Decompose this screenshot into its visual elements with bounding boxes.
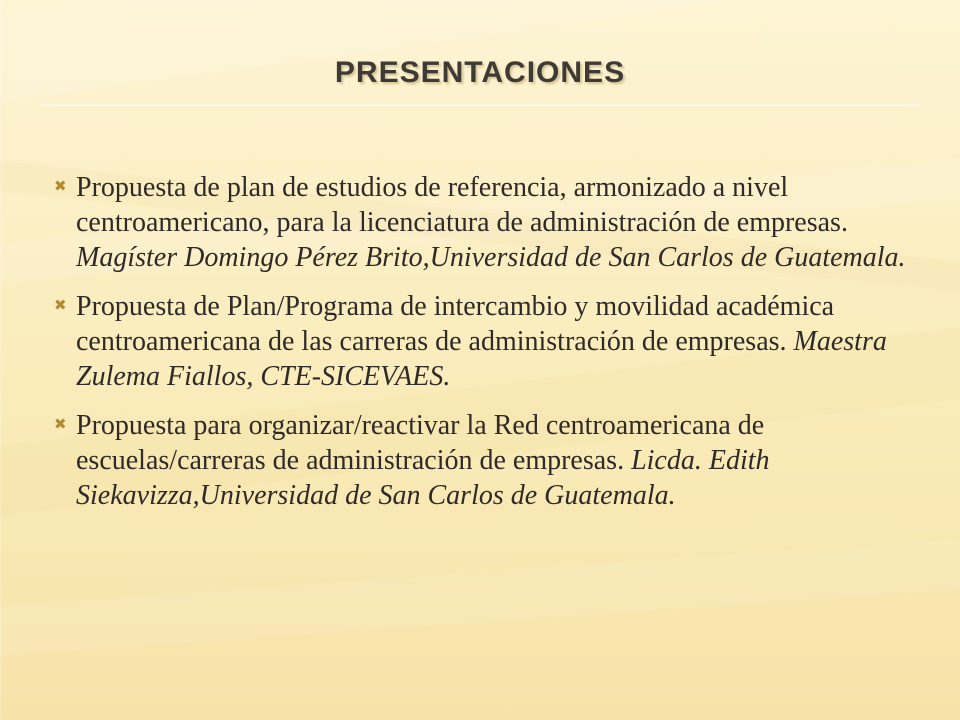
item-presenter: Licda. Edith Siekavizza,Universidad de San Carlos de Guatemala. [76,445,770,511]
x-mark-icon: ✖ [54,296,67,314]
item-presenter: Magíster Domingo Pérez Brito,Universidad de San Carlos de Guatemala. [76,242,906,273]
paper-texture [0,522,960,670]
list-item [48,289,928,394]
slide-title: PRESENTACIONES [334,56,626,89]
list-item [48,408,928,513]
item-text: Propuesta para organizar/reactivar la Red centroamericana de escuelas/carreras de administración de empresas. [76,410,765,476]
list-item [48,170,928,275]
item-text: Propuesta de plan de estudios de referencia, armonizado a nivel centroamericano, para la licenciatura de administración de empresas. [76,172,848,238]
x-mark-icon: ✖ [54,415,67,433]
item-text: Propuesta de Plan/Programa de intercambio y movilidad académica centroamericana de las carreras de administración de empresas. [76,291,835,357]
x-mark-icon: ✖ [54,177,67,195]
title-divider [40,104,920,106]
item-presenter: Maestra Zulema Fiallos, CTE-SICEVAES. [76,326,887,392]
bullet-list [48,170,928,527]
